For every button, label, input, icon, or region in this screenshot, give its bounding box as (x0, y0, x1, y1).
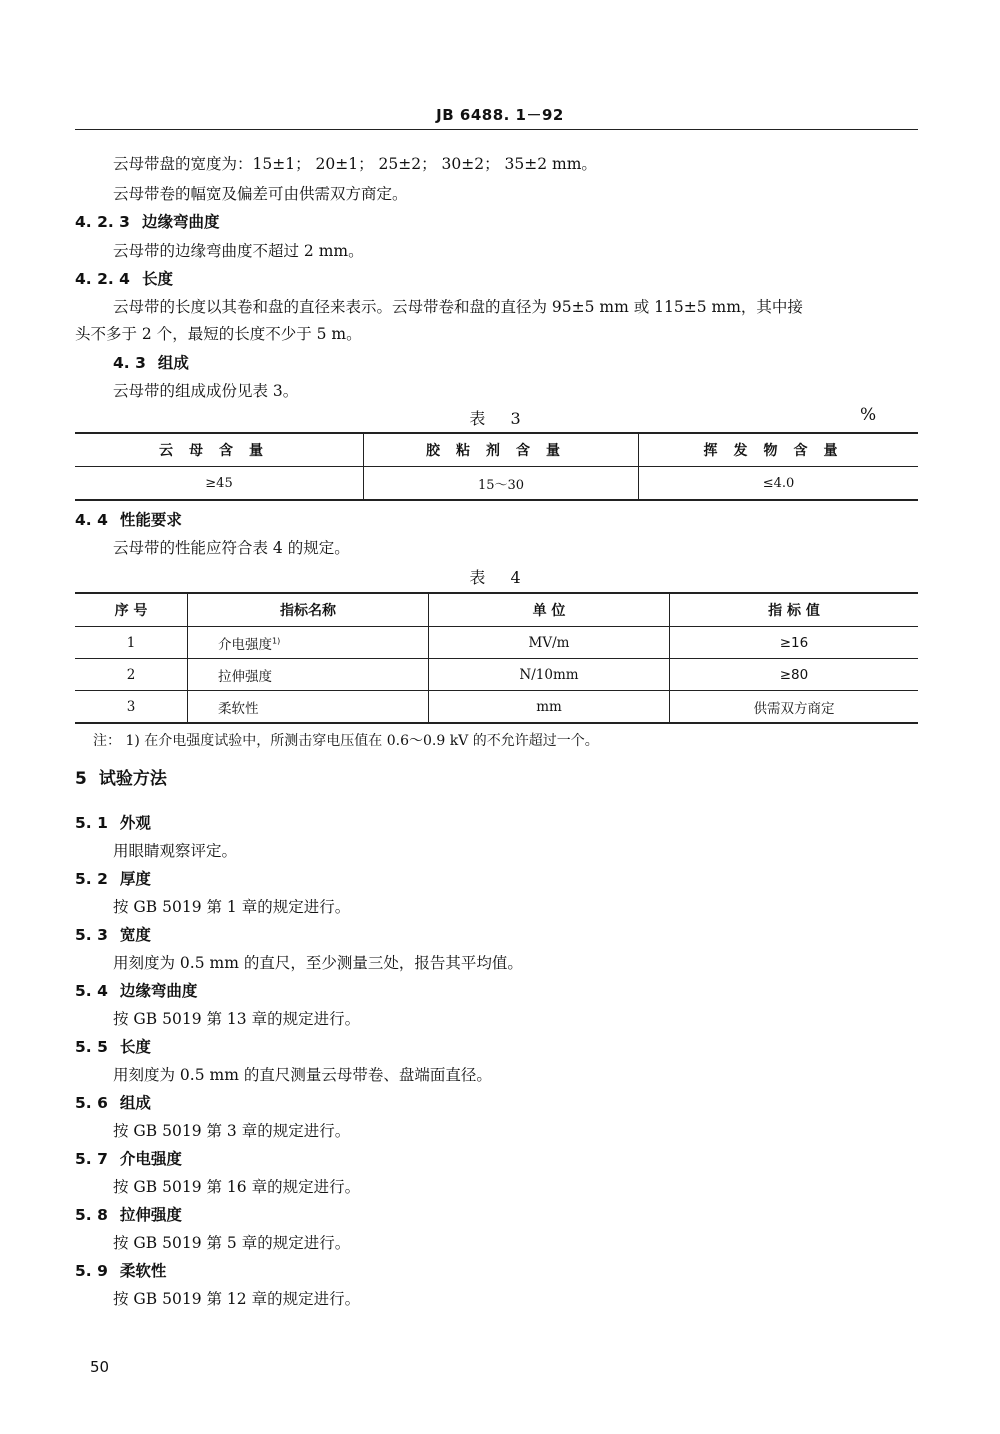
section-title: 性能要求 (119, 511, 182, 529)
section-title: 组成 (119, 1094, 151, 1112)
paragraph-width-reel: 云母带盘的宽度为：15±1； 20±1； 25±2； 30±2； 35±2 mm。 (113, 155, 597, 173)
section-4-3-heading (113, 352, 189, 374)
table3-caption: 表 3 (469, 409, 531, 428)
subsection-heading (75, 812, 151, 834)
paragraph-length-1: 云母带的长度以其卷和盘的直径来表示。云母带卷和盘的直径为 95±5 mm 或 115±5 mm，其中接 (113, 298, 803, 316)
table-header-row (75, 433, 918, 467)
subsection-text: 按 GB 5019 第 12 章的规定进行。 (113, 1290, 361, 1308)
subsection-heading (75, 924, 151, 946)
table-cell-unit: mm (429, 691, 670, 724)
section-title: 试验方法 (98, 769, 167, 789)
table-cell-unit: N/10mm (429, 659, 670, 691)
subsection-heading (75, 1148, 182, 1170)
section-number: 5. 4 (75, 982, 108, 1000)
section-number: 5. 7 (75, 1150, 108, 1168)
subsection-text: 按 GB 5019 第 5 章的规定进行。 (113, 1234, 351, 1252)
section-number: 5. 9 (75, 1262, 108, 1280)
subsection-text: 按 GB 5019 第 1 章的规定进行。 (113, 898, 351, 916)
table-header-cell: 挥发物含量 (639, 433, 919, 467)
section-title: 长度 (141, 270, 173, 288)
subsection-heading (75, 1260, 166, 1282)
section-5-heading (75, 768, 167, 790)
paragraph-performance: 云母带的性能应符合表 4 的规定。 (113, 539, 350, 557)
table-header-cell: 指 标 值 (670, 593, 919, 627)
section-number: 4. 4 (75, 511, 108, 529)
table-cell-unit: MV/m (429, 627, 670, 659)
section-number: 5. 6 (75, 1094, 108, 1112)
table4-footnote: 注： 1) 在介电强度试验中，所测击穿电压值在 0.6～0.9 kV 的不允许超过一个。 (93, 733, 599, 749)
table-cell-value: ≥16 (670, 627, 919, 659)
subsection-heading (75, 980, 197, 1002)
table-cell-value: ≥80 (670, 659, 919, 691)
paragraph-width-roll: 云母带卷的幅宽及偏差可由供需双方商定。 (113, 185, 408, 203)
indicator-name: 介电强度 (218, 636, 272, 653)
subsection-text: 按 GB 5019 第 3 章的规定进行。 (113, 1122, 351, 1140)
table-header-cell: 单 位 (429, 593, 670, 627)
section-number: 5. 3 (75, 926, 108, 944)
table-3 (75, 432, 918, 501)
section-title: 组成 (157, 354, 189, 372)
paragraph-composition: 云母带的组成成份见表 3。 (113, 382, 299, 400)
table-header-cell: 序 号 (75, 593, 188, 627)
header-rule (75, 129, 918, 130)
paragraph-edge-bend: 云母带的边缘弯曲度不超过 2 mm。 (113, 242, 364, 260)
section-number: 5. 2 (75, 870, 108, 888)
table-cell-name: 拉伸强度 (188, 659, 429, 691)
table-header-cell: 云母含量 (75, 433, 364, 467)
table-cell-no: 2 (75, 659, 188, 691)
page-number: 50 (90, 1358, 110, 1376)
subsection-text: 按 GB 5019 第 16 章的规定进行。 (113, 1178, 361, 1196)
table3-unit: % (860, 405, 877, 425)
section-number: 5 (75, 769, 87, 789)
section-number: 5. 1 (75, 814, 108, 832)
subsection-heading (75, 868, 151, 890)
table-4 (75, 592, 918, 724)
section-number: 5. 5 (75, 1038, 108, 1056)
section-4-2-3-heading (75, 211, 219, 233)
section-number: 4. 2. 4 (75, 270, 130, 288)
subsection-text: 用眼睛观察评定。 (113, 842, 238, 860)
section-number: 4. 2. 3 (75, 213, 130, 231)
subsection-heading (75, 1092, 151, 1114)
table-cell-name: 柔软性 (188, 691, 429, 724)
section-number: 4. 3 (113, 354, 146, 372)
paragraph-length-2: 头不多于 2 个，最短的长度不少于 5 m。 (75, 325, 362, 343)
section-number: 5. 8 (75, 1206, 108, 1224)
section-title: 边缘弯曲度 (141, 213, 220, 231)
subsection-heading (75, 1204, 182, 1226)
subsection-text: 用刻度为 0.5 mm 的直尺，至少测量三处，报告其平均值。 (113, 954, 523, 972)
table4-caption: 表 4 (469, 568, 531, 587)
section-title: 边缘弯曲度 (119, 982, 198, 1000)
section-4-2-4-heading (75, 268, 173, 290)
section-title: 厚度 (119, 870, 151, 888)
section-title: 柔软性 (119, 1262, 167, 1280)
table-cell-value: 供需双方商定 (670, 691, 919, 724)
table-row (75, 467, 918, 501)
table-cell: ≥45 (75, 467, 364, 501)
footnote-marker: 1) (272, 636, 281, 645)
table-cell: ≤4.0 (639, 467, 919, 501)
section-title: 介电强度 (119, 1150, 182, 1168)
table-row (75, 659, 918, 691)
table-cell-no: 1 (75, 627, 188, 659)
subsection-heading (75, 1036, 151, 1058)
section-title: 外观 (119, 814, 151, 832)
subsection-text: 用刻度为 0.5 mm 的直尺测量云母带卷、盘端面直径。 (113, 1066, 492, 1084)
table-row (75, 627, 918, 659)
table-cell-no: 3 (75, 691, 188, 724)
section-4-4-heading (75, 509, 182, 531)
header-standard-code: JB 6488. 1－92 (436, 106, 564, 124)
table-cell-name (188, 627, 429, 659)
table-header-cell: 胶粘剂含量 (364, 433, 639, 467)
table-cell: 15～30 (364, 467, 639, 501)
subsection-text: 按 GB 5019 第 13 章的规定进行。 (113, 1010, 361, 1028)
table-row (75, 691, 918, 724)
section-title: 宽度 (119, 926, 151, 944)
table-header-cell: 指标名称 (188, 593, 429, 627)
table-header-row (75, 593, 918, 627)
section-title: 长度 (119, 1038, 151, 1056)
section-title: 拉伸强度 (119, 1206, 182, 1224)
